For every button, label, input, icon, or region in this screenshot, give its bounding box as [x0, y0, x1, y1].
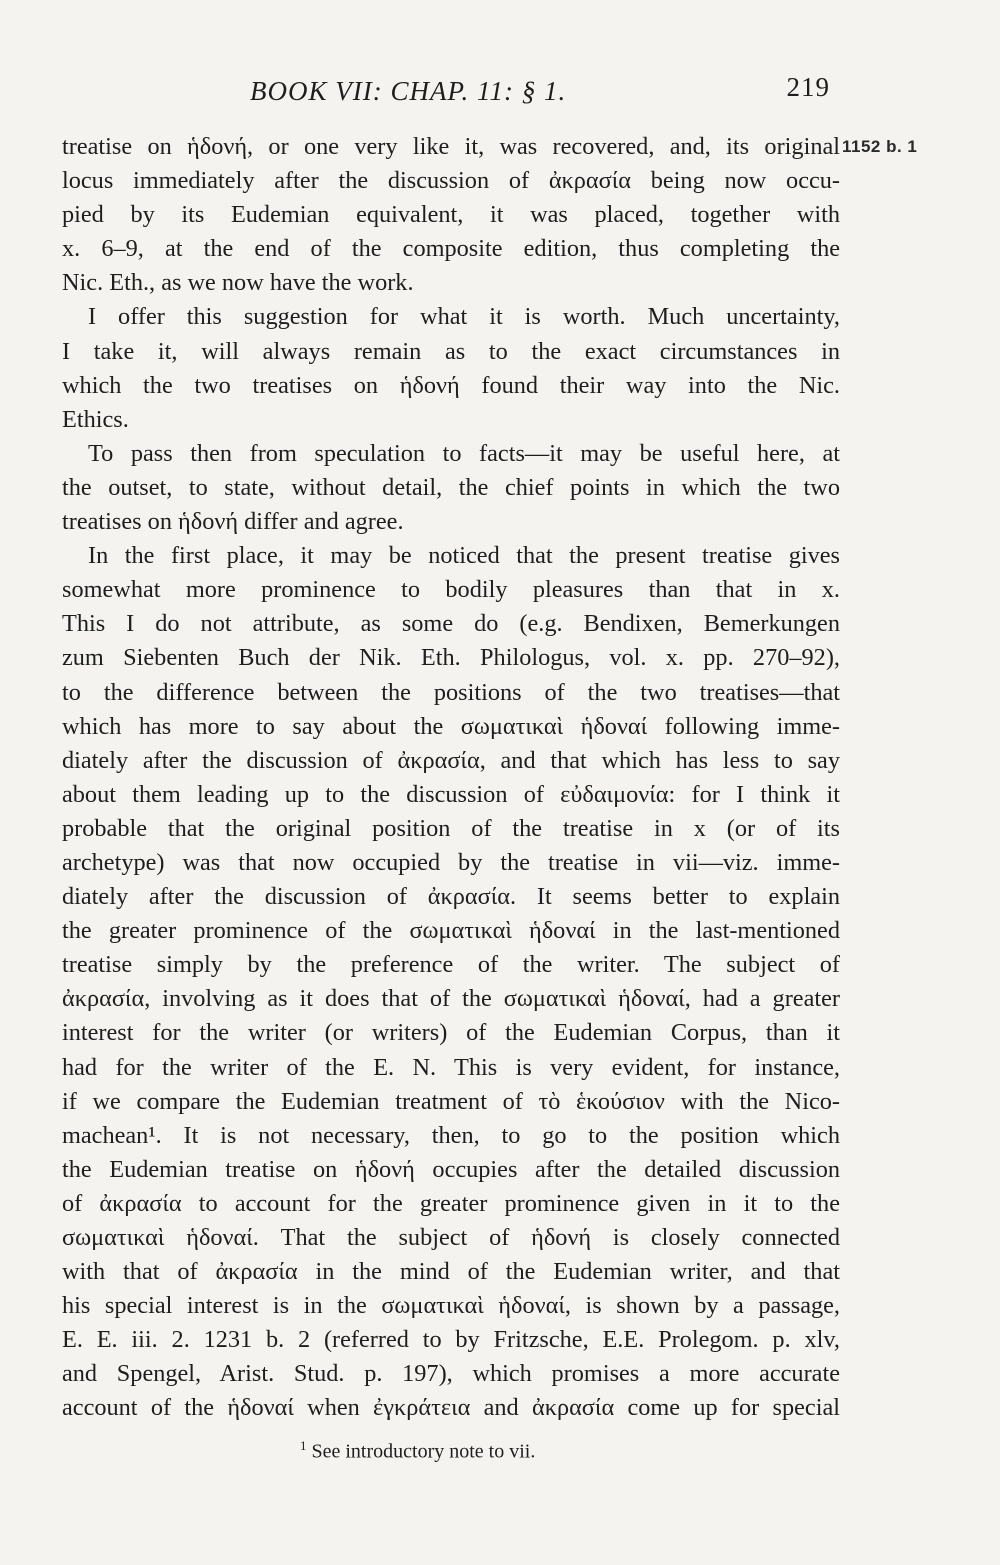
- text-line: about them leading up to the discussion of εὐδαιμονία: for I think it: [62, 780, 840, 808]
- text-line: had for the writer of the E. N. This is very evident, for instance,: [62, 1053, 840, 1081]
- footnote-text: See introductory note to vii.: [311, 1440, 536, 1463]
- text-line: the greater prominence of the σωματικαὶ ἡδοναί in the last-mentioned: [62, 917, 840, 945]
- text-line: ἀκρασία, involving as it does that of the σωματικαὶ ἡδοναί, had a greater: [62, 985, 840, 1013]
- page-header: [250, 68, 840, 112]
- text-line: Ethics.: [62, 405, 129, 433]
- footnote-marker: 1: [300, 1438, 307, 1453]
- text-line: I offer this suggestion for what it is worth. Much uncertainty,: [88, 303, 840, 331]
- text-line: and Spengel, Arist. Stud. p. 197), which promises a more accurate: [62, 1360, 840, 1388]
- text-line: treatise on ἡδονή, or one very like it, was recovered, and, its original: [62, 133, 840, 160]
- margin-reference: 1152 b. 1: [842, 137, 918, 156]
- text-line: with that of ἀκρασία in the mind of the Eudemian writer, and that: [62, 1258, 840, 1286]
- text-line: archetype) was that now occupied by the treatise in vii—viz. imme-: [62, 848, 840, 876]
- text-line: account of the ἡδοναί when ἐγκράτεια and ἀκρασία come up for special: [62, 1394, 840, 1422]
- text-line: pied by its Eudemian equivalent, it was placed, together with: [62, 201, 840, 229]
- text-line: This I do not attribute, as some do (e.g. Bendixen, Bemerkungen: [62, 610, 840, 638]
- text-line: which has more to say about the σωματικαὶ ἡδοναί following imme-: [62, 712, 840, 740]
- text-line: somewhat more prominence to bodily pleasures than that in x.: [62, 576, 840, 604]
- text-line: diately after the discussion of ἀκρασία, and that which has less to say: [62, 746, 840, 774]
- text-line: diately after the discussion of ἀκρασία. It seems better to explain: [62, 883, 840, 911]
- text-line: the Eudemian treatise on ἡδονή occupies after the detailed discussion: [62, 1155, 840, 1183]
- text-line: treatise simply by the preference of the writer. The subject of: [62, 951, 840, 979]
- body-text: [62, 130, 840, 1426]
- text-line: treatises on ἡδονή differ and agree.: [62, 508, 404, 536]
- text-line: x. 6–9, at the end of the composite edition, thus completing the: [62, 235, 840, 263]
- text-line: To pass then from speculation to facts—it may be useful here, at: [88, 439, 840, 467]
- text-line: In the first place, it may be noticed that the present treatise gives: [88, 542, 840, 570]
- text-line: locus immediately after the discussion of ἀκρασία being now occu-: [62, 167, 840, 195]
- text-line: interest for the writer (or writers) of the Eudemian Corpus, than it: [62, 1019, 840, 1047]
- text-line: of ἀκρασία to account for the greater prominence given in it to the: [62, 1189, 840, 1217]
- text-line: zum Siebenten Buch der Nik. Eth. Philologus, vol. x. pp. 270–92),: [62, 644, 840, 672]
- text-line: σωματικαὶ ἡδοναί. That the subject of ἡδονή is closely connected: [62, 1224, 840, 1251]
- footnote: [300, 1432, 535, 1466]
- text-line: I take it, will always remain as to the exact circumstances in: [62, 337, 840, 365]
- text-line: probable that the original position of the treatise in x (or of its: [62, 814, 840, 842]
- text-line: to the difference between the positions of the two treatises—that: [62, 678, 840, 706]
- text-line: machean¹. It is not necessary, then, to go to the position which: [62, 1121, 840, 1149]
- text-line: if we compare the Eudemian treatment of τὸ ἑκούσιον with the Nico-: [62, 1087, 840, 1115]
- text-line: Nic. Eth., as we now have the work.: [62, 269, 414, 297]
- running-head: BOOK VII: CHAP. 11: § 1.: [250, 76, 567, 106]
- page-number: 219: [786, 72, 830, 102]
- text-line: E. E. iii. 2. 1231 b. 2 (referred to by Fritzsche, E.E. Prolegom. p. xlv,: [62, 1326, 840, 1354]
- text-line: his special interest is in the σωματικαὶ ἡδοναί, is shown by a passage,: [62, 1292, 840, 1320]
- text-line: which the two treatises on ἡδονή found their way into the Nic.: [62, 371, 840, 399]
- text-line: the outset, to state, without detail, the chief points in which the two: [62, 473, 840, 501]
